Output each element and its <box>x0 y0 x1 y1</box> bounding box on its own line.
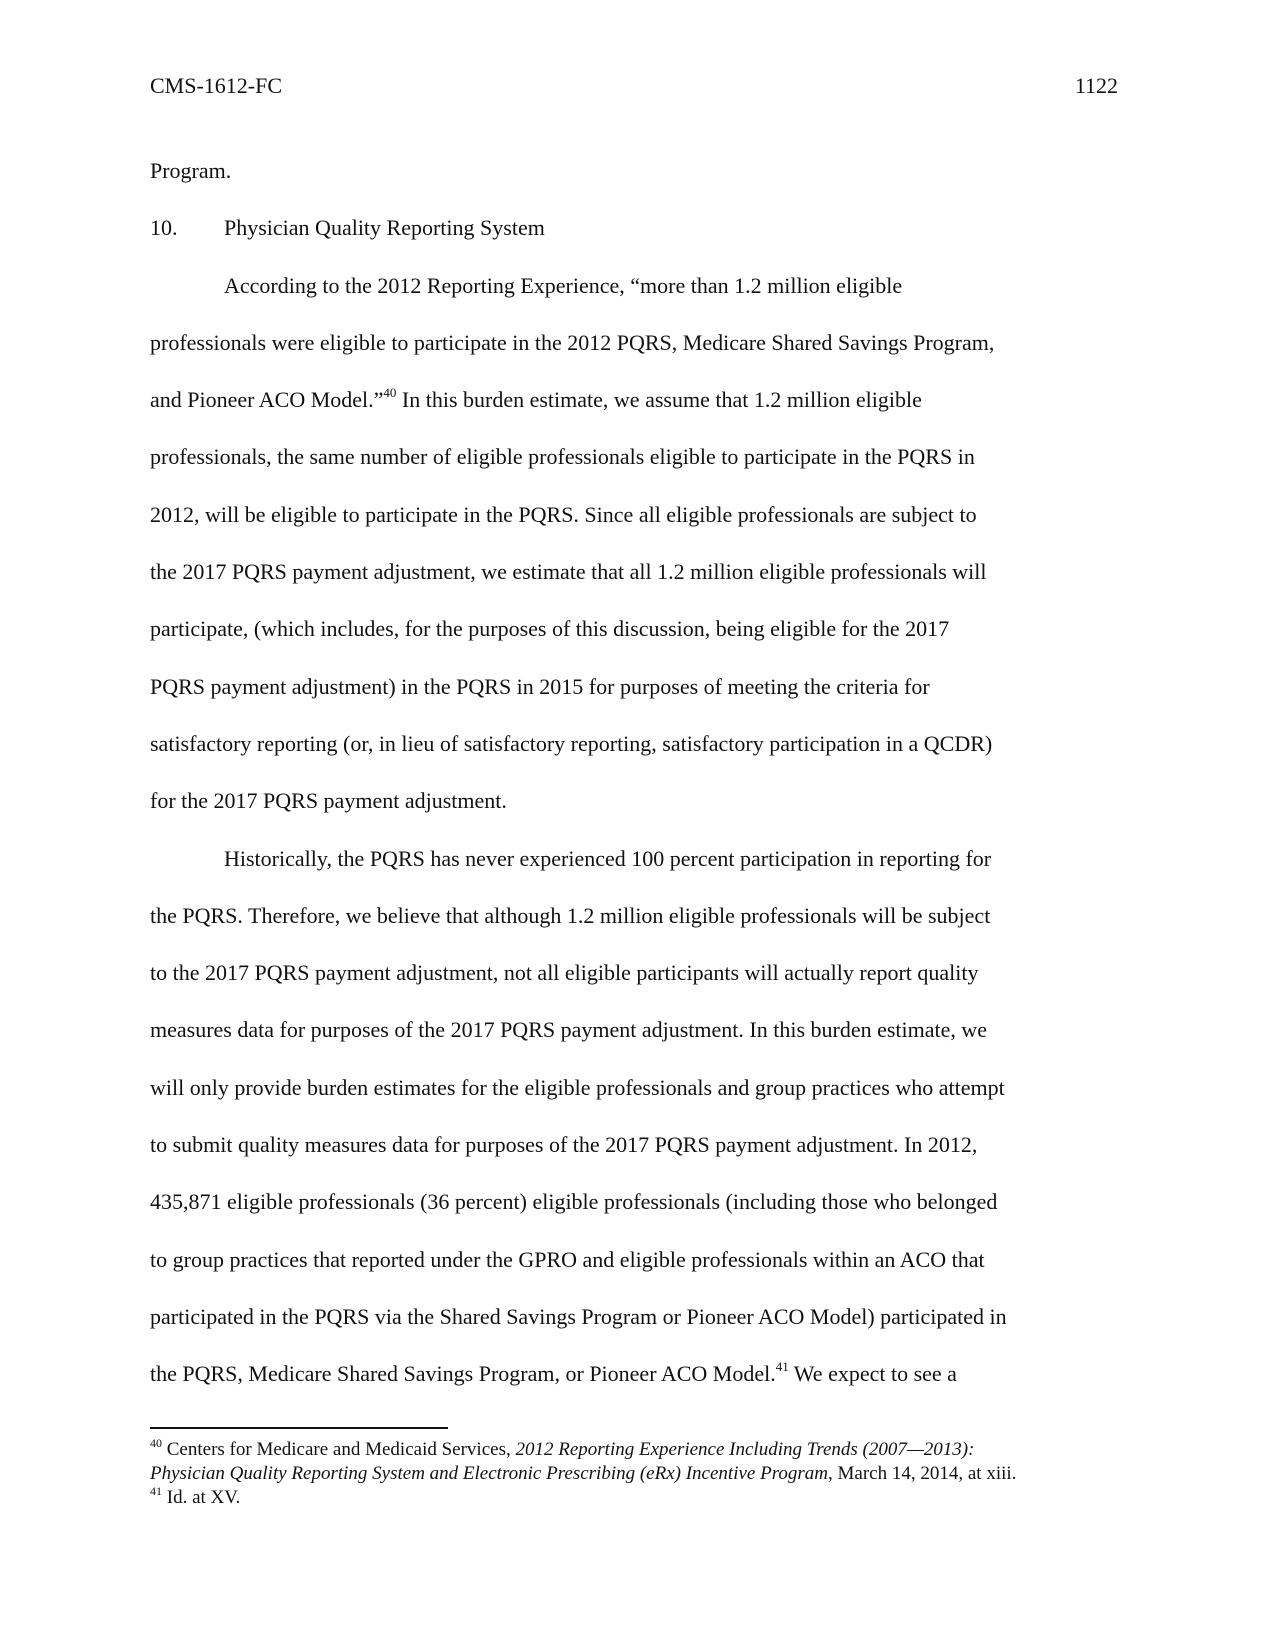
text-line: professionals were eligible to participate in the 2012 PQRS, Medicare Shared Savings Program, <box>150 329 995 355</box>
section-heading <box>150 199 1122 256</box>
text-line: Program. <box>150 158 232 183</box>
section-number: 10. <box>150 215 178 241</box>
text-line: 435,871 eligible professionals (36 percent) eligible professionals (including those who belonged <box>150 1189 998 1215</box>
text-line: to submit quality measures data for purposes of the 2017 PQRS payment adjustment. In 2012, <box>150 1132 978 1158</box>
text-line: participate, (which includes, for the purposes of this discussion, being eligible for the 2017 <box>150 616 950 642</box>
text-segment: the PQRS, Medicare Shared Savings Program, or Pioneer ACO Model. <box>150 1361 776 1387</box>
footnote-ref-41: 41 <box>775 1358 789 1374</box>
text-line: the 2017 PQRS payment adjustment, we estimate that all 1.2 million eligible professionals will <box>150 559 987 585</box>
text-line: measures data for purposes of the 2017 PQRS payment adjustment. In this burden estimate, we <box>150 1017 988 1043</box>
text-segment: and Pioneer ACO Model.” <box>150 387 384 413</box>
footnote-text: Centers for Medicare and Medicaid Services, <box>162 1439 516 1460</box>
footnote-40-continued <box>150 1462 1130 1486</box>
text-line: participated in the PQRS via the Shared Savings Program or Pioneer ACO Model) participated in <box>150 1303 1007 1329</box>
footnote-text: , March 14, 2014, at xiii. <box>828 1463 1017 1484</box>
text-line: Historically, the PQRS has never experienced 100 percent participation in reporting for <box>224 845 992 871</box>
footnote-divider <box>150 1427 448 1429</box>
footnote-number: 41 <box>150 1483 162 1498</box>
footnote-ref-40: 40 <box>383 384 397 400</box>
text-segment: We expect to see a <box>788 1361 957 1387</box>
text-line-with-footnote-ref <box>150 371 1122 428</box>
text-line: to group practices that reported under the GPRO and eligible professionals within an ACO that <box>150 1246 985 1272</box>
page-number: 1122 <box>1074 73 1118 98</box>
body-text <box>150 142 1122 1403</box>
text-line: 2012, will be eligible to participate in the PQRS. Since all eligible professionals are subject to <box>150 501 977 527</box>
footnote-41 <box>150 1483 1130 1510</box>
document-id: CMS-1612-FC <box>150 73 283 98</box>
footnote-citation-title: 2012 Reporting Experience Including Trends (2007—2013): <box>515 1439 975 1460</box>
text-line-with-footnote-ref <box>150 1345 1122 1402</box>
text-line: According to the 2012 Reporting Experience, “more than 1.2 million eligible <box>224 272 903 298</box>
text-line: for the 2017 PQRS payment adjustment. <box>150 788 507 814</box>
text-line: to the 2017 PQRS payment adjustment, not all eligible participants will actually report quality <box>150 960 979 986</box>
text-line: the PQRS. Therefore, we believe that although 1.2 million eligible professionals will be subject <box>150 902 991 928</box>
footnote-40 <box>150 1435 1130 1462</box>
text-line: will only provide burden estimates for the eligible professionals and group practices who attempt <box>150 1074 1005 1100</box>
footnote-citation-title: Physician Quality Reporting System and Electronic Prescribing (eRx) Incentive Program <box>150 1463 829 1484</box>
section-title: Physician Quality Reporting System <box>224 215 545 241</box>
footnotes <box>150 1435 1130 1510</box>
text-line: satisfactory reporting (or, in lieu of satisfactory reporting, satisfactory participation in a QCDR) <box>150 730 993 756</box>
text-line: PQRS payment adjustment) in the PQRS in 2015 for purposes of meeting the criteria for <box>150 673 930 699</box>
footnote-number: 40 <box>150 1435 162 1450</box>
text-segment: In this burden estimate, we assume that 1.2 million eligible <box>396 387 922 413</box>
footnote-text: Id. at XV. <box>162 1487 241 1508</box>
text-line: professionals, the same number of eligible professionals eligible to participate in the PQRS in <box>150 444 975 470</box>
